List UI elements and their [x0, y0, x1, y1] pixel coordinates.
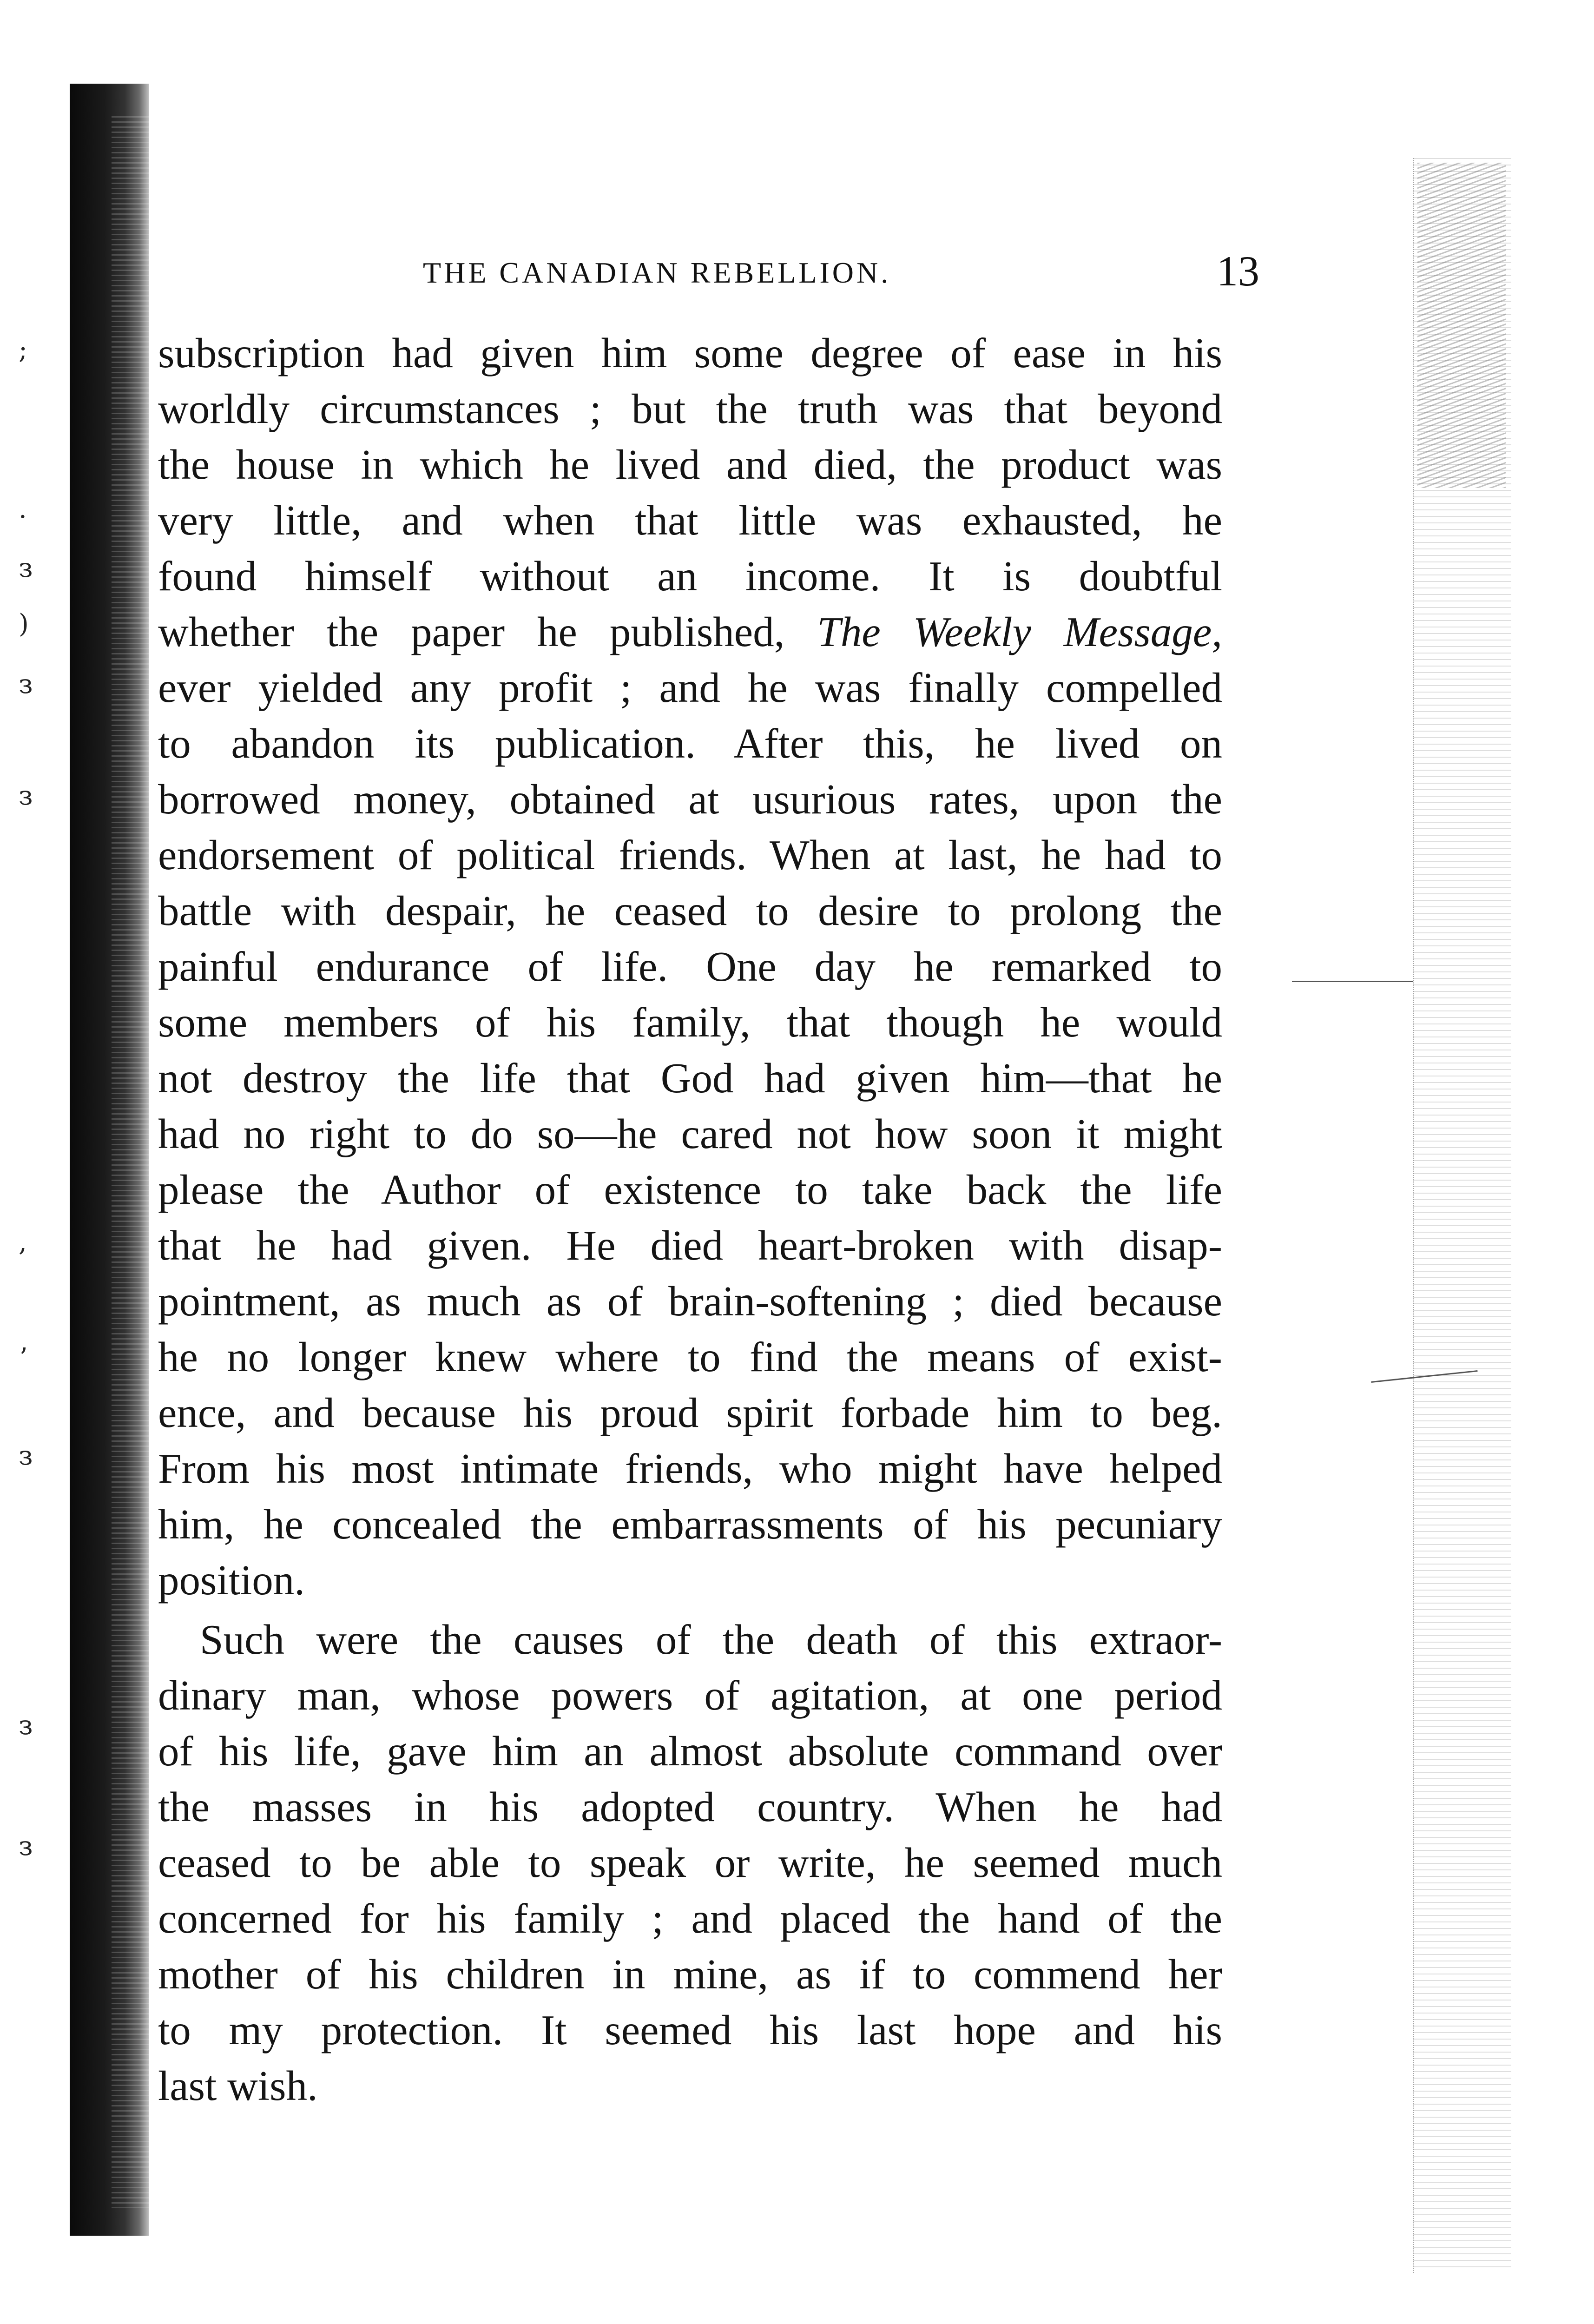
running-head-title: THE CANADIAN REBELLION.	[423, 256, 891, 289]
text-line: the masses in his adopted country. When he had	[158, 1783, 1222, 1830]
paragraph	[158, 1612, 1222, 2114]
text-line-with-title	[158, 604, 1222, 660]
text-run: whether the paper he published,	[158, 608, 785, 655]
text-line: to abandon its publication. After this, he lived on	[158, 720, 1222, 767]
edge-scratch	[1292, 981, 1413, 982]
text-line: From his most intimate friends, who might have helped	[158, 1445, 1222, 1492]
text-line: to my protection. It seemed his last hope and his	[158, 2007, 1222, 2053]
text-line: ever yielded any profit ; and he was finally compelled	[158, 664, 1222, 711]
text-line: very little, and when that little was exhausted, he	[158, 497, 1222, 544]
page-number: 13	[1217, 247, 1259, 295]
text-line: worldly circumstances ; but the truth was that beyond	[158, 385, 1222, 432]
text-line: concerned for his family ; and placed the hand of the	[158, 1895, 1222, 1942]
text-line: had no right to do so—he cared not how soon it might	[158, 1110, 1222, 1157]
text-line: ence, and because his proud spirit forbade him to beg.	[158, 1389, 1222, 1436]
margin-mark: з	[19, 1710, 33, 1741]
text-line: borrowed money, obtained at usurious rates, upon the	[158, 776, 1222, 823]
text-line: him, he concealed the embarrassments of his pecuniary	[158, 1501, 1222, 1548]
text-line: of his life, gave him an almost absolute command over	[158, 1728, 1222, 1775]
paragraph-gap	[158, 1608, 1222, 1612]
margin-mark: з	[19, 781, 33, 811]
body-text	[158, 325, 1222, 2114]
text-line: endorsement of political friends. When at last, he had to	[158, 832, 1222, 878]
margin-mark: з	[19, 1831, 33, 1862]
text-line: position.	[158, 1557, 305, 1604]
margin-mark: з	[19, 1441, 33, 1471]
text-line: painful endurance of life. One day he remarked to	[158, 943, 1222, 990]
margin-mark: ·	[19, 502, 27, 532]
margin-mark: ,	[19, 1227, 27, 1257]
binding-texture	[112, 116, 153, 2208]
text-line: battle with despair, he ceased to desire to prolong the	[158, 887, 1222, 934]
text-line: the house in which he lived and died, the product was	[158, 441, 1222, 488]
running-head	[153, 246, 1259, 297]
newspaper-title: The Weekly Message,	[817, 608, 1222, 655]
text-line: dinary man, whose powers of agitation, at one period	[158, 1672, 1222, 1719]
text-line: subscription had given him some degree of ease in his	[158, 330, 1222, 376]
margin-mark: ;	[19, 335, 27, 365]
text-line: he no longer knew where to find the means of exist-	[158, 1334, 1222, 1380]
text-line: that he had given. He died heart-broken with disap-	[158, 1222, 1222, 1269]
page-edge-right-top	[1417, 163, 1506, 488]
text-line: please the Author of existence to take back the life	[158, 1166, 1222, 1213]
margin-mark: ʼ	[19, 1343, 27, 1373]
text-line: not destroy the life that God had given him—that he	[158, 1055, 1222, 1102]
margin-mark: з	[19, 669, 33, 700]
paragraph	[158, 325, 1222, 1608]
text-line: last wish.	[158, 2062, 318, 2109]
text-line: ceased to be able to speak or write, he seemed much	[158, 1839, 1222, 1886]
text-line: mother of his children in mine, as if to commend her	[158, 1951, 1222, 1998]
margin-mark: )	[19, 609, 29, 639]
margin-mark: з	[19, 553, 33, 583]
text-line: pointment, as much as of brain-softening ; died because	[158, 1278, 1222, 1325]
text-line: found himself without an income. It is doubtful	[158, 553, 1222, 600]
text-line: some members of his family, that though he would	[158, 999, 1222, 1046]
text-line: Such were the causes of the death of this extraor-	[200, 1616, 1222, 1663]
